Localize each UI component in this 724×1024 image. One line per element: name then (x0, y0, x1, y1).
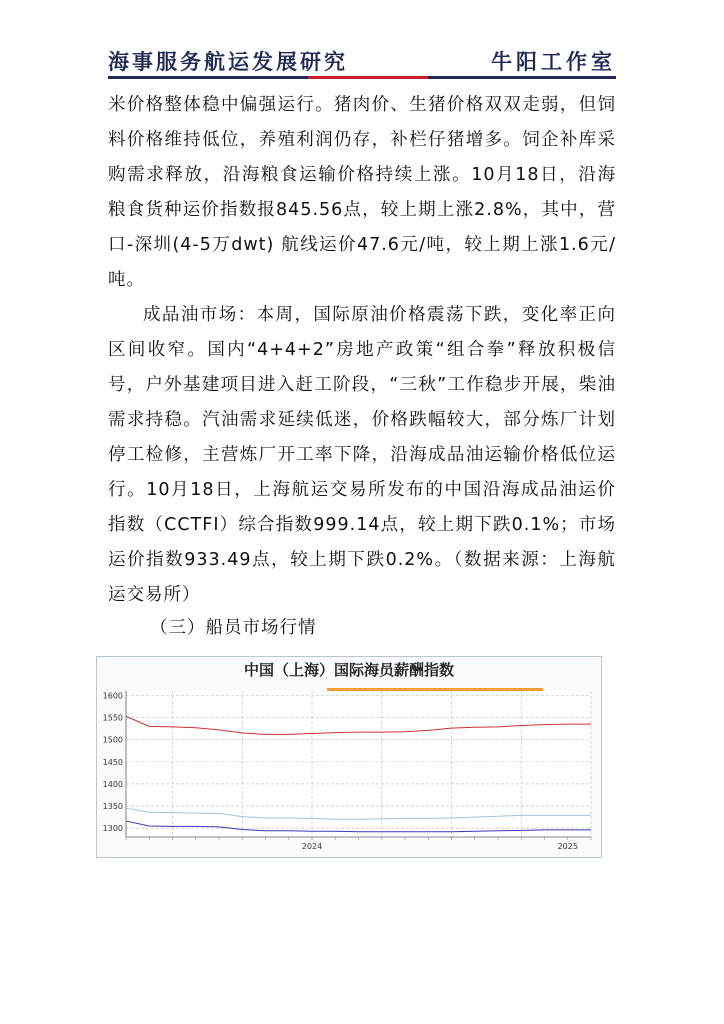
page-header (108, 44, 616, 74)
y-tick-label: 1500 (102, 735, 123, 745)
y-tick-label: 1450 (102, 757, 123, 767)
x-tick-label: 2024 (301, 842, 323, 851)
body-text (108, 88, 616, 613)
paragraph-oil-products: 成品油市场：本周，国际原油价格震荡下跌，变化率正向区间收窄。国内“4+4+2”房地产政策“组合拳”释放积极信号，户外基建项目进入赶工阶段，“三秋”工作稳步开展，柴油需求持稳。汽油需求延续低迷，价格跌幅较大，部分炼厂计划停工检修，主营炼厂开工率下降，沿海成品油运输价格低位运行。10月18日，上海航运交易所发布的中国沿海成品油运价指数（CCTFI）综合指数999.14点，较上期下跌0.1%；市场运价指数933.49点，较上期下跌0.2%。（数据来源：上海航运交易所） (108, 305, 616, 605)
section-subheading: （三）船员市场行情 (150, 618, 317, 638)
y-tick-label: 1400 (102, 779, 123, 789)
y-tick-label: 1350 (102, 802, 123, 812)
paragraph-grain: 米价格整体稳中偏强运行。猪肉价、生猪价格双双走弱，但饲料价格维持低位，养殖利润仍存，补栏仔猪增多。饲企补库采购需求释放，沿海粮食运输价格持续上涨。10月18日，沿海粮食货种运价指数报845.56点，较上期上涨2.8%，其中，营口-深圳(4-5万dwt) 航线运价47.6元/吨，较上期上涨1.6元/吨。 (108, 95, 616, 290)
chart-title: 中国（上海）国际海员薪酬指数 (243, 661, 454, 679)
seafarer-wage-index-chart (96, 656, 602, 858)
y-tick-label: 1600 (102, 691, 123, 701)
header-rule-red-accent (308, 76, 428, 79)
chart-plot (97, 657, 601, 857)
header-rule (108, 76, 616, 79)
header-right-title: 牛阳工作室 (491, 50, 616, 74)
x-tick-label: 2025 (557, 842, 578, 851)
header-left-title: 海事服务航运发展研究 (108, 50, 348, 74)
y-tick-label: 1300 (102, 824, 123, 834)
y-tick-label: 1550 (102, 713, 123, 723)
